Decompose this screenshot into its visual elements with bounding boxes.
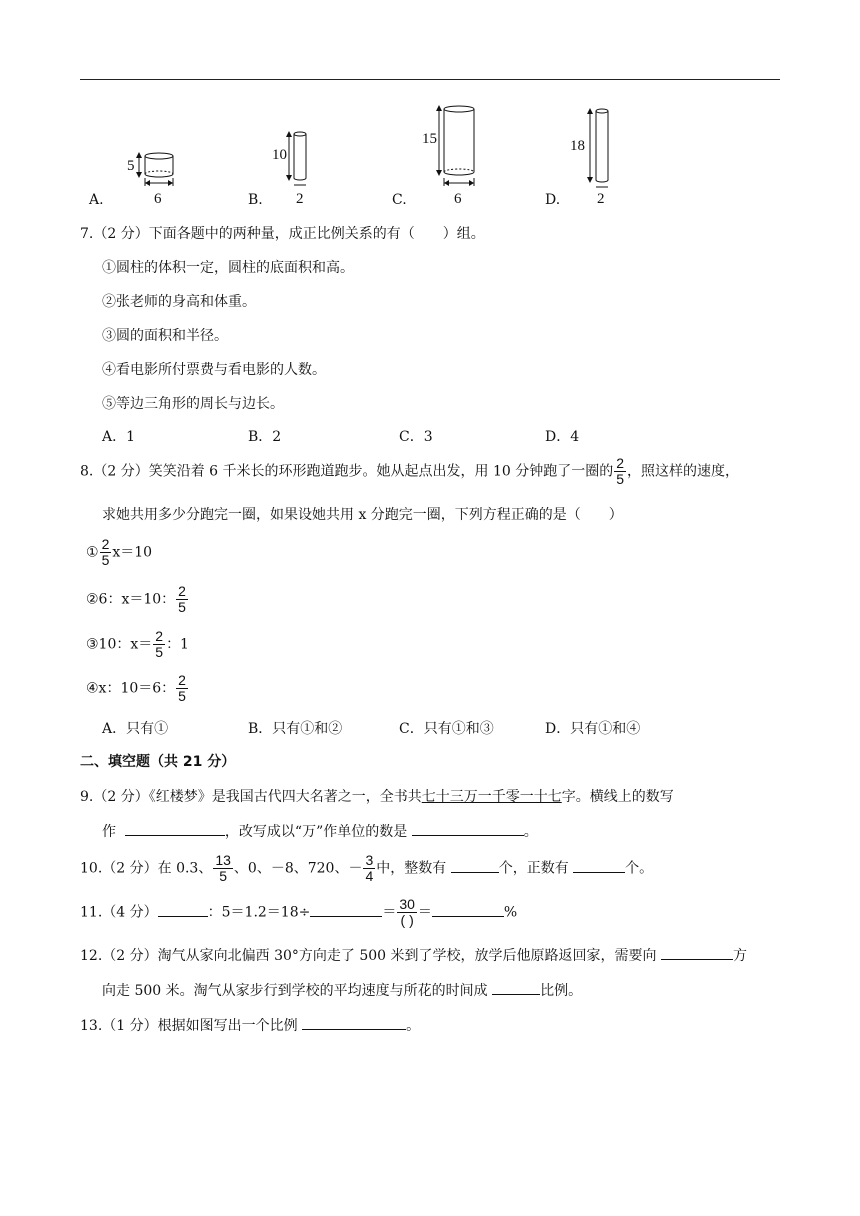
cylinder-figures bbox=[0, 0, 860, 220]
q8-item-4: ④x：10＝6： $\frac{2}{5}$ bbox=[86, 672, 186, 704]
q7-item-3: ③圆的面积和半径。 bbox=[102, 328, 228, 344]
q6-option-b: B. bbox=[248, 192, 263, 208]
q7-item-1: ①圆柱的体积一定，圆柱的底面积和高。 bbox=[102, 260, 354, 276]
q8-option-c: C．只有①和③ bbox=[399, 721, 494, 737]
cylinder-b bbox=[289, 132, 306, 185]
q11-blank-1[interactable] bbox=[158, 902, 208, 917]
q6-option-d: D. bbox=[545, 192, 561, 208]
q10-blank-1[interactable] bbox=[451, 858, 499, 873]
q12-line1: 12.（2 分）淘气从家向北偏西 30°方向走了 500 米到了学校，放学后他原路返回家，需要向 方 bbox=[80, 945, 747, 965]
cylinder-a bbox=[139, 153, 173, 186]
q8-option-a: A．只有① bbox=[102, 721, 169, 737]
q7-option-a: A．1 bbox=[102, 429, 136, 445]
q12-blank-2[interactable] bbox=[492, 980, 540, 995]
q12-line2: 向走 500 米。淘气从家步行到学校的平均速度与所花的时间成 比例。 bbox=[102, 980, 582, 1000]
q7-item-5: ⑤等边三角形的周长与边长。 bbox=[102, 396, 284, 412]
q7-option-d: D．4 bbox=[545, 429, 580, 445]
q7-item-4: ④看电影所付票费与看电影的人数。 bbox=[102, 362, 326, 378]
q8-item-1: ① $\frac{2}{5}$ x＝10 bbox=[86, 536, 153, 568]
q7-item-2: ②张老师的身高和体重。 bbox=[102, 294, 256, 310]
q9-blank-2[interactable] bbox=[412, 821, 524, 836]
q6-d-height: 18 bbox=[570, 138, 585, 154]
section-title: 二、填空题（共 21 分） bbox=[80, 754, 236, 770]
q11-blank-3[interactable] bbox=[432, 902, 504, 917]
cylinder-c bbox=[439, 106, 474, 186]
q8-item-2: ②6：x＝10： $\frac{2}{5}$ bbox=[86, 583, 186, 615]
q8-item-3: ③10：x＝ $\frac{2}{5}$ ：1 bbox=[86, 628, 189, 660]
q11-line: 11.（4 分） ：5＝1.2＝18÷ ＝ $\frac{30}{( )}$ ＝ % bbox=[80, 896, 518, 928]
q11-blank-2[interactable] bbox=[310, 902, 382, 917]
fraction: $\frac{2}{5}$ bbox=[616, 455, 625, 487]
underlined-number: 七十三万一千零一十七 bbox=[421, 789, 562, 805]
q9-blank-1[interactable] bbox=[125, 821, 225, 836]
q6-a-diameter: 6 bbox=[154, 191, 162, 207]
q8-stem: 8.（2 分）笑笑沿着 6 千米长的环形跑道跑步。她从起点出发，用 10 分钟跑了一圈的 $\frac{2}{5}$ ，照这样的速度， bbox=[80, 455, 740, 487]
q6-b-height: 10 bbox=[272, 147, 287, 163]
cylinder-d bbox=[590, 109, 608, 187]
q8-option-b: B．只有①和② bbox=[248, 721, 343, 737]
q6-c-diameter: 6 bbox=[454, 191, 462, 207]
q7-option-b: B．2 bbox=[248, 429, 282, 445]
q9-line2: 作 ，改写成以“万”作单位的数是 。 bbox=[102, 821, 538, 841]
q6-d-diameter: 2 bbox=[597, 191, 605, 207]
q7-option-c: C．3 bbox=[399, 429, 433, 445]
q9-line1: 9.（2 分）《红楼梦》是我国古代四大名著之一，全书共七十三万一千零一十七字。横线上的数写 bbox=[80, 789, 674, 805]
q8-stem-line2: 求她共用多少分跑完一圈，如果设她共用 x 分跑完一圈，下列方程正确的是（ ） bbox=[102, 507, 623, 523]
q7-stem: 7.（2 分）下面各题中的两种量，成正比例关系的有（ ）组。 bbox=[80, 226, 485, 242]
q12-blank-1[interactable] bbox=[661, 945, 733, 960]
q13-blank[interactable] bbox=[302, 1015, 406, 1030]
q6-option-a: A. bbox=[89, 192, 104, 208]
q10-blank-2[interactable] bbox=[573, 858, 625, 873]
q6-a-height: 5 bbox=[127, 158, 135, 174]
q6-c-height: 15 bbox=[422, 131, 437, 147]
q6-b-diameter: 2 bbox=[296, 191, 304, 207]
q10-line: 10.（2 分）在 0.3、 $\frac{13}{5}$ 、0、－8、720、－ $\frac{3}{4}$ 中，整数有 个，正数有 个。 bbox=[80, 852, 654, 884]
q6-option-c: C. bbox=[392, 192, 407, 208]
q8-option-d: D．只有①和④ bbox=[545, 721, 641, 737]
q13-line: 13.（1 分）根据如图写出一个比例 。 bbox=[80, 1015, 420, 1035]
